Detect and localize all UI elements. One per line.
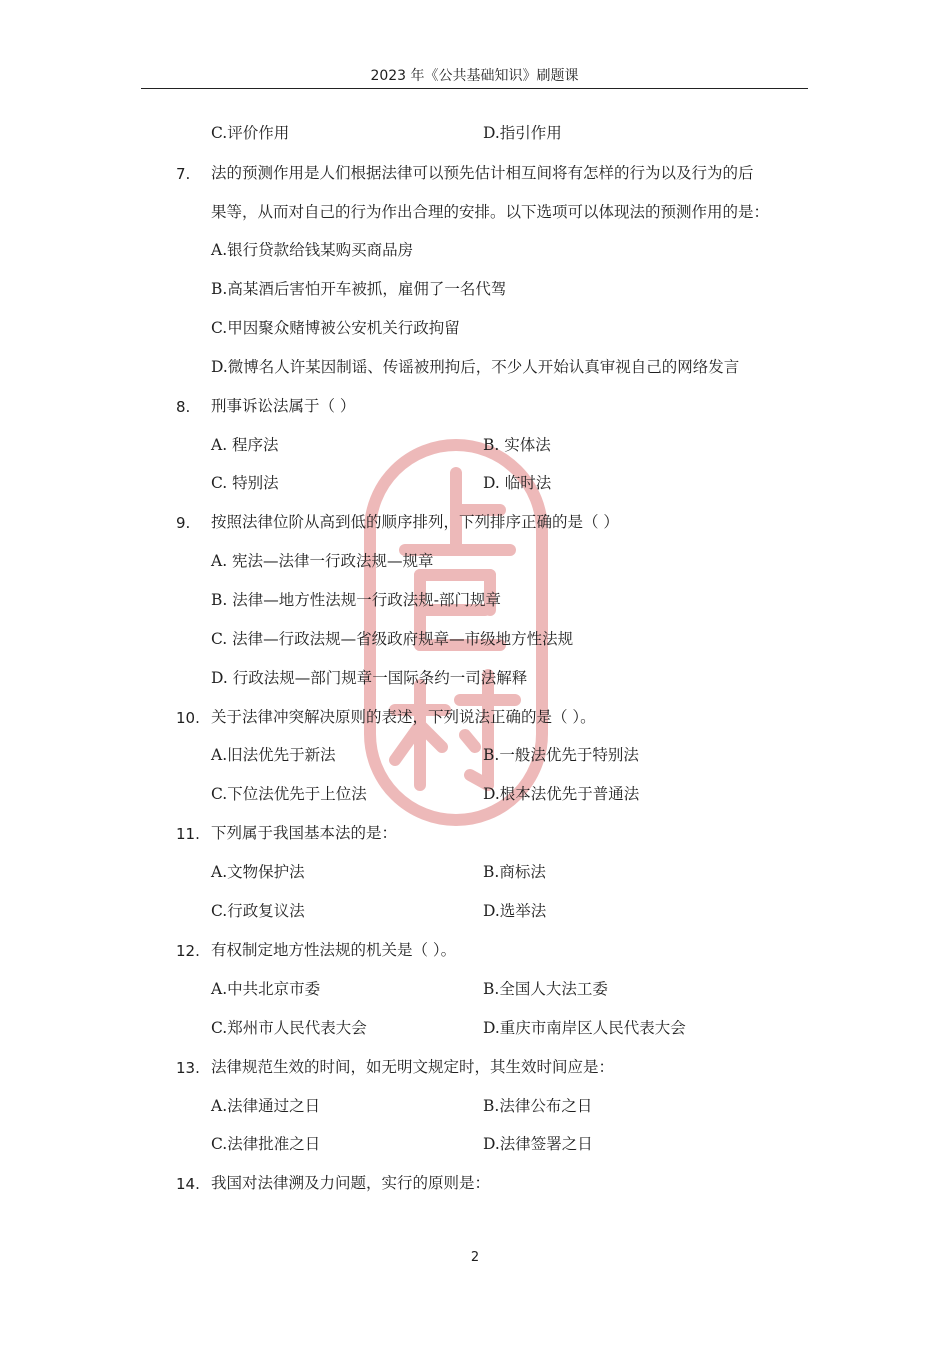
question-stem: 关于法律冲突解决原则的表述，下列说法正确的是（ ）。 — [211, 708, 596, 726]
question-number: 11. — [176, 825, 200, 843]
option-d: D.法律签署之日 — [483, 1135, 593, 1153]
question-number: 8. — [176, 398, 191, 416]
option-c: C. 法律—行政法规—省级政府规章—市级地方性法规 — [211, 630, 574, 648]
question-stem: 果等，从而对自己的行为作出合理的安排。以下选项可以体现法的预测作用的是： — [211, 203, 770, 221]
option-a: A. 宪法—法律一行政法规—规章 — [211, 552, 434, 570]
option-d: D.指引作用 — [483, 124, 562, 142]
option-d: D.微博名人许某因制谣、传谣被刑拘后，不少人开始认真审视自己的网络发言 — [211, 358, 740, 376]
option-b: B.商标法 — [483, 863, 546, 881]
option-b: B. 实体法 — [483, 436, 551, 454]
question-stem: 有权制定地方性法规的机关是（ ）。 — [211, 941, 457, 959]
question-number: 9. — [176, 514, 191, 532]
option-a: A.文物保护法 — [211, 863, 305, 881]
page-header: 2023 年《公共基础知识》刷题课 — [370, 68, 579, 84]
option-a: A.中共北京市委 — [211, 980, 321, 998]
option-c: C.郑州市人民代表大会 — [211, 1019, 367, 1037]
option-c: C.法律批准之日 — [211, 1135, 321, 1153]
question-number: 12. — [176, 942, 200, 960]
option-b: B.法律公布之日 — [483, 1097, 593, 1115]
option-b: B.高某酒后害怕开车被抓，雇佣了一名代驾 — [211, 280, 507, 298]
question-stem: 法的预测作用是人们根据法律可以预先估计相互间将有怎样的行为以及行为的后 — [211, 164, 754, 182]
option-c: C.评价作用 — [211, 124, 290, 142]
question-number: 7. — [176, 165, 191, 183]
option-c: C.甲因聚众赌博被公安机关行政拘留 — [211, 319, 460, 337]
option-b: B. 法律—地方性法规一行政法规-部门规章 — [211, 591, 501, 609]
option-a: A.旧法优先于新法 — [211, 746, 336, 764]
question-stem: 按照法律位阶从高到低的顺序排列，下列排序正确的是（ ） — [211, 513, 619, 531]
question-number: 13. — [176, 1059, 200, 1077]
option-b: B.一般法优先于特别法 — [483, 746, 639, 764]
option-d: D. 临时法 — [483, 474, 552, 492]
question-stem: 下列属于我国基本法的是： — [211, 824, 398, 842]
question-number: 10. — [176, 709, 200, 727]
option-c: C. 特别法 — [211, 474, 279, 492]
option-d: D.选举法 — [483, 902, 547, 920]
header-divider — [141, 88, 808, 89]
page-number: 2 — [470, 1250, 480, 1265]
option-a: A.法律通过之日 — [211, 1097, 321, 1115]
option-a: A.银行贷款给钱某购买商品房 — [211, 241, 414, 259]
option-b: B.全国人大法工委 — [483, 980, 608, 998]
option-c: C.下位法优先于上位法 — [211, 785, 367, 803]
option-d: D. 行政法规—部门规章一国际条约一司法解释 — [211, 669, 528, 687]
question-stem: 刑事诉讼法属于（ ） — [211, 397, 356, 415]
question-stem: 我国对法律溯及力问题，实行的原则是： — [211, 1174, 491, 1192]
question-stem: 法律规范生效的时间，如无明文规定时，其生效时间应是： — [211, 1058, 615, 1076]
option-d: D.重庆市南岸区人民代表大会 — [483, 1019, 686, 1037]
option-d: D.根本法优先于普通法 — [483, 785, 640, 803]
question-number: 14. — [176, 1175, 200, 1193]
option-c: C.行政复议法 — [211, 902, 305, 920]
option-a: A. 程序法 — [211, 436, 279, 454]
